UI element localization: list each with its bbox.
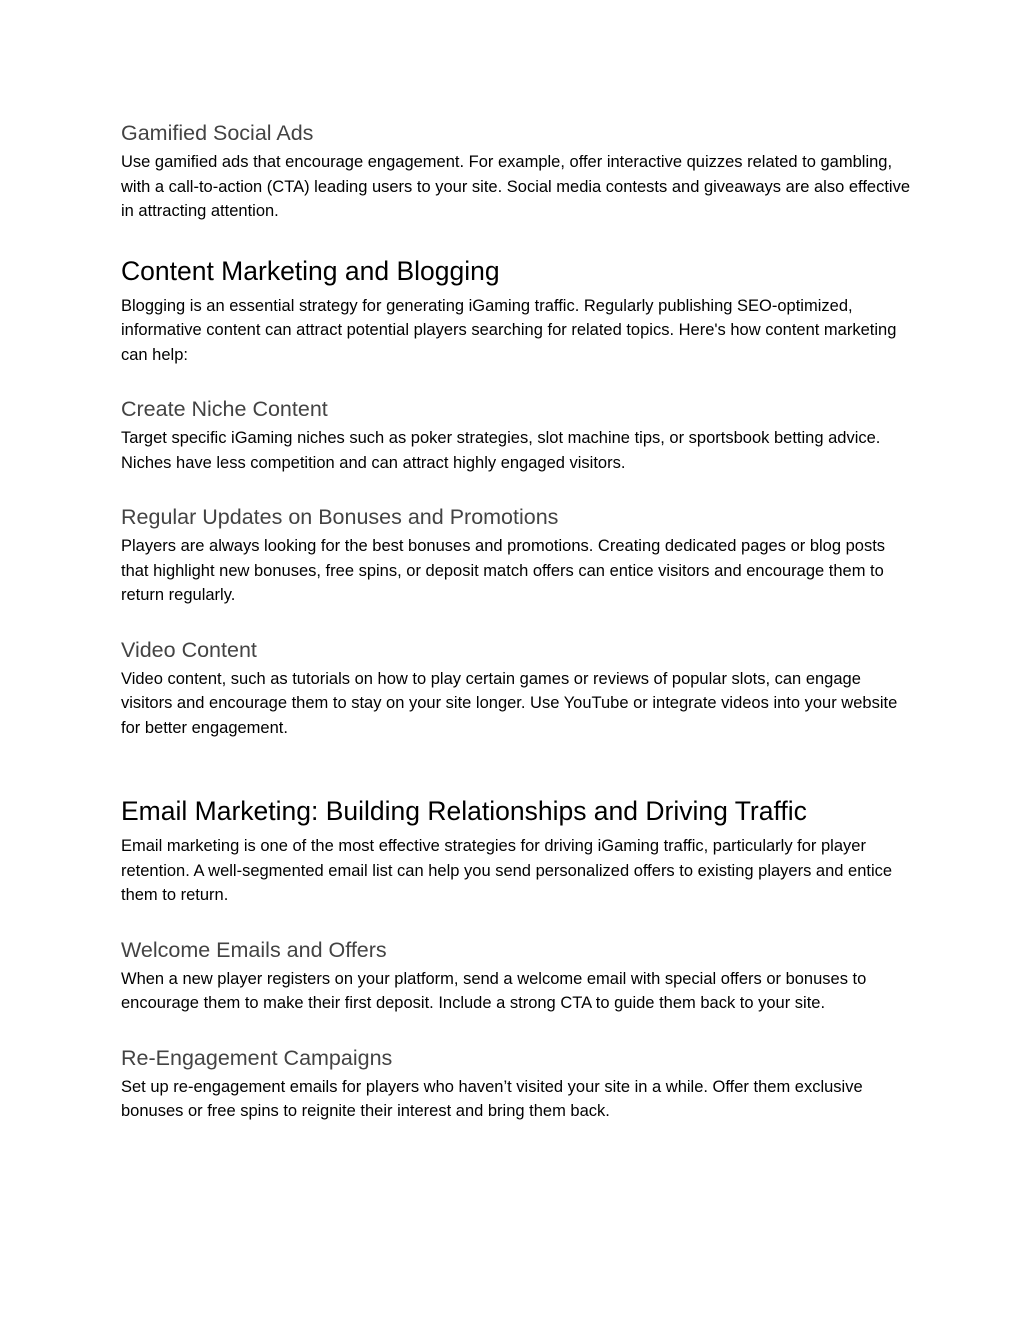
paragraph-content-marketing: Blogging is an essential strategy for generating iGaming traffic. Regularly publishing SEO-optimized, informative content can attract potential players searching for related topics. Here's how content marketing can help:	[121, 296, 897, 364]
heading-content-marketing: Content Marketing and Blogging	[121, 255, 500, 286]
paragraph-gamified-social-ads: Use gamified ads that encourage engagement. For example, offer interactive quizzes related to gambling, with a call-to-action (CTA) leading users to your site. Social media contests and giveaways are also effective in attracting attention.	[121, 153, 911, 220]
heading-video-content: Video Content	[121, 637, 257, 662]
heading-re-engagement: Re-Engagement Campaigns	[121, 1045, 393, 1070]
heading-welcome-emails: Welcome Emails and Offers	[121, 937, 387, 962]
paragraph-video-content: Video content, such as tutorials on how to play certain games or reviews of popular slots, can engage visitors and encourage them to stay on your site longer. Use YouTube or integrate videos into your website for better engagement.	[121, 669, 898, 737]
paragraph-regular-updates: Players are always looking for the best bonuses and promotions. Creating dedicated pages or blog posts that highlight new bonuses, free spins, or deposit match offers can entice visitors and encourage them to return regularly.	[121, 537, 886, 604]
paragraph-email-marketing: Email marketing is one of the most effective strategies for driving iGaming traffic, particularly for player retention. A well-segmented email list can help you send personalized offers to existing players and entice them to return.	[121, 837, 893, 904]
heading-email-marketing: Email Marketing: Building Relationships and Driving Traffic	[121, 796, 807, 826]
document-page	[121, 118, 911, 1124]
heading-create-niche-content: Create Niche Content	[121, 397, 328, 421]
paragraph-welcome-emails: When a new player registers on your platform, send a welcome email with special offers or bonuses to encourage them to make their first deposit. Include a strong CTA to guide them back to your site.	[121, 969, 867, 1012]
heading-gamified-social-ads: Gamified Social Ads	[121, 121, 314, 145]
paragraph-create-niche-content: Target specific iGaming niches such as poker strategies, slot machine tips, or sportsbook betting advice. Niches have less competition and can attract highly engaged visitors.	[121, 429, 881, 472]
paragraph-re-engagement: Set up re-engagement emails for players who haven’t visited your site in a while. Offer them exclusive bonuses or free spins to reignite their interest and bring them back.	[121, 1077, 863, 1120]
heading-regular-updates: Regular Updates on Bonuses and Promotions	[121, 505, 559, 529]
